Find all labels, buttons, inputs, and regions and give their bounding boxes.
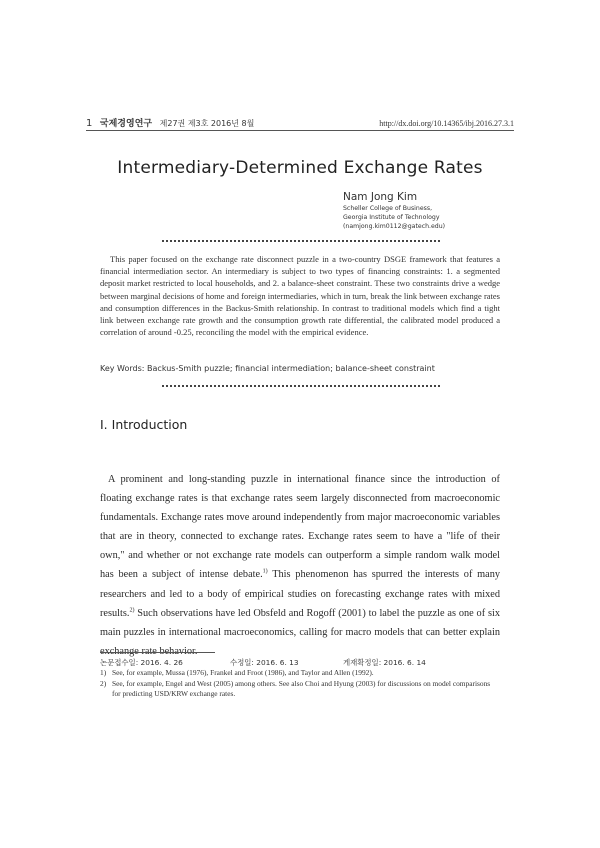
author-name: Nam Jong Kim	[343, 191, 418, 203]
abstract: This paper focused on the exchange rate disconnect puzzle in a two-country DSGE framework that features a financial intermediation sector. An intermediary is subject to two types of financing constraints: 1. a segmented deposit market restricted to local households, and 2. a balance-sheet constraint. These two constraints drive a wedge between marginal decisions of home and foreign intermediaries, which in turn, break the link between exchange rates and consumption differences in the Backus-Smith relationship. In contrast to traditional models which find a tight link between exchange rate growth and the consumption growth rate differential, the calibrated model produced a correlation of around -0.25, reconciling the model with the empirical evidence.	[100, 254, 500, 338]
page-number: 1	[86, 118, 93, 129]
footnote-divider	[100, 652, 215, 653]
introduction-paragraph	[100, 470, 500, 661]
footnote-ref-1[interactable]: 1)	[262, 569, 268, 576]
author-block	[343, 191, 445, 231]
body-text-part3: Such observations have led Obsfeld and Rogoff (2001) to label the puzzle as one of six main puzzles in international macroeconomics, calling for macro models that can better explain exchange rate behavior.	[100, 607, 500, 657]
section-heading-introduction: Ⅰ. Introduction	[100, 417, 188, 432]
author-email: (namjong.kim0112@gatech.edu)	[343, 222, 446, 230]
revised-date: 수정일: 2016. 6. 13	[230, 658, 299, 667]
accepted-date: 게재확정일: 2016. 6. 14	[343, 658, 426, 667]
keywords-label: Key Words:	[100, 364, 145, 373]
doi-link[interactable]: http://dx.doi.org/10.14365/ibj.2016.27.3.1	[379, 119, 514, 128]
footnote-ref-2[interactable]: 2)	[129, 607, 135, 614]
footnote-text: See, for example, Engel and West (2005) among others. See also Choi and Hyung (2003) for discussions on model comparisons for predicting USD/KRW exchange rates.	[112, 678, 491, 699]
footnote-item	[100, 679, 500, 700]
footnote-number: 1)	[100, 668, 107, 677]
header-left	[86, 116, 254, 129]
keywords-text: Backus-Smith puzzle; financial intermediation; balance-sheet constraint	[147, 364, 435, 373]
paper-title: Intermediary-Determined Exchange Rates	[117, 158, 483, 178]
dotted-divider-top	[162, 240, 440, 242]
author-affiliation-line: Scheller College of Business,	[343, 205, 433, 212]
submitted-date: 논문접수일: 2016. 4. 26	[100, 658, 183, 667]
running-header	[86, 116, 514, 129]
body-text-part1: A prominent and long-standing puzzle in international finance since the introduction of floating exchange rates is that exchange rates seem largely disconnected from macroeconomic fundamentals. Exchange rates move around independently from major macroeconomic variables that are in theory, connected to exchange rates. Exchange rates seem to have a "life of their own," and whether or not exchange rate models can outperform a simple random walk model has been a subject of intense debate.	[100, 474, 500, 581]
author-affiliation-line: Georgia Institute of Technology	[343, 213, 440, 221]
body-text-part2: This phenomenon has spurred the interests of many researchers and led to a body of empirical studies on forecasting exchange rates with mixed results.	[100, 569, 501, 619]
keywords	[100, 364, 500, 373]
header-divider	[86, 130, 514, 131]
footnote-number: 2)	[100, 678, 107, 688]
dotted-divider-bottom	[162, 385, 440, 387]
footnote-item	[100, 668, 500, 679]
journal-name: 국제경영연구	[99, 119, 153, 129]
footnotes	[100, 668, 500, 700]
issue-info: 제27권 제3호 2016년 8월	[159, 119, 255, 128]
footnote-text: See, for example, Mussa (1976), Frankel and Froot (1986), and Taylor and Allen (1992).	[112, 668, 374, 677]
